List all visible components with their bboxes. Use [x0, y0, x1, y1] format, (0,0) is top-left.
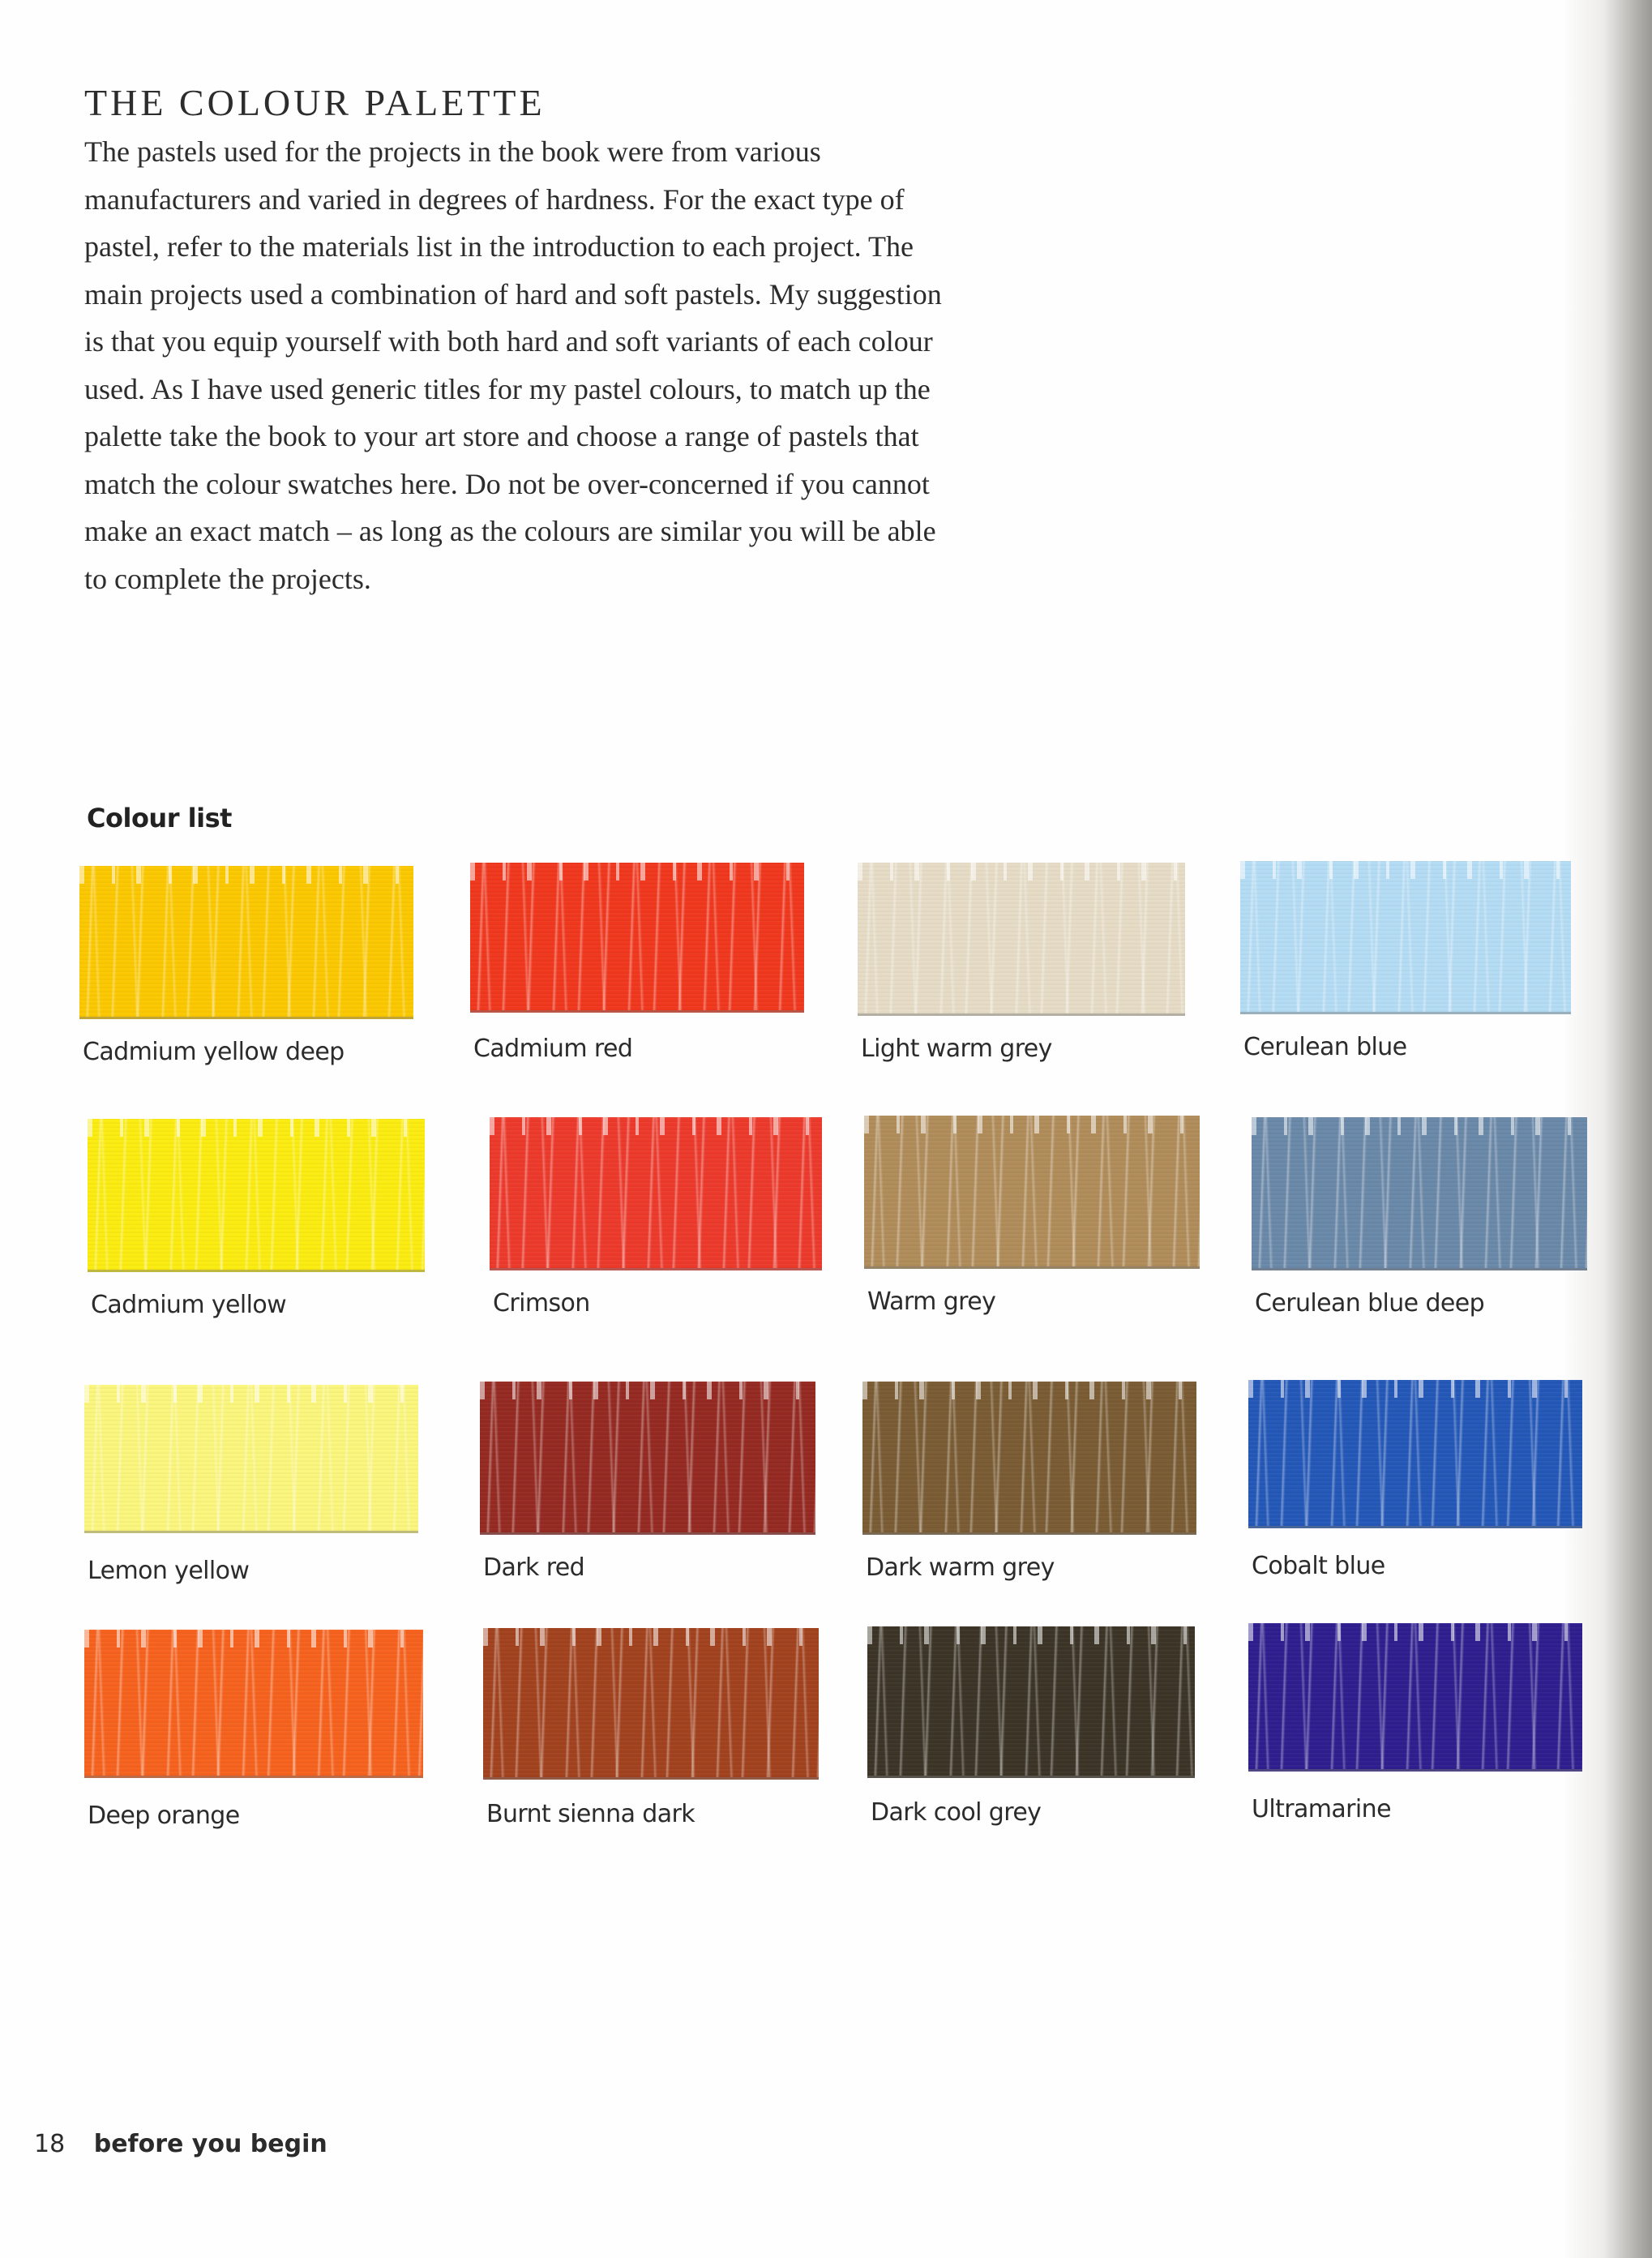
swatch-label: Cobalt blue	[1252, 1552, 1385, 1580]
swatch-label: Ultramarine	[1252, 1795, 1391, 1823]
page-footer	[34, 2130, 327, 2158]
swatch-label: Lemon yellow	[88, 1557, 250, 1585]
swatch-label: Light warm grey	[861, 1035, 1052, 1063]
swatch-label: Cadmium red	[473, 1035, 633, 1063]
intro-paragraph	[84, 128, 1089, 602]
swatch-label: Deep orange	[88, 1802, 240, 1830]
swatch-label: Cadmium yellow	[91, 1291, 287, 1319]
paragraph-line: main projects used a combination of hard and soft pastels. My suggestion	[84, 277, 942, 311]
swatch-label: Warm grey	[867, 1288, 996, 1316]
paragraph-line: manufacturers and varied in degrees of hardness. For the exact type of	[84, 182, 905, 216]
paragraph-line: match the colour swatches here. Do not be over-concerned if you cannot	[84, 467, 930, 500]
swatch-colour	[480, 1382, 815, 1535]
swatch-label: Dark cool grey	[871, 1798, 1042, 1827]
swatch-colour	[858, 863, 1185, 1016]
swatch-colour	[84, 1630, 423, 1778]
page-number: 18	[34, 2130, 66, 2158]
paragraph-line: is that you equip yourself with both hard and soft variants of each colour	[84, 325, 933, 358]
swatch-label: Burnt sienna dark	[486, 1800, 695, 1828]
swatch-colour	[867, 1626, 1195, 1778]
swatch-colour	[88, 1119, 425, 1272]
paragraph-line: used. As I have used generic titles for my pastel colours, to match up the	[84, 372, 931, 405]
swatch-colour	[862, 1382, 1196, 1535]
swatch-colour	[1240, 861, 1571, 1014]
paragraph-line: pastel, refer to the materials list in the introduction to each project. The	[84, 230, 914, 263]
paragraph-line: The pastels used for the projects in the book were from various	[84, 135, 821, 168]
swatch-colour	[1248, 1623, 1582, 1772]
paragraph-line: palette take the book to your art store and choose a range of pastels that	[84, 420, 919, 452]
swatch-colour	[470, 863, 804, 1013]
swatch-colour	[864, 1116, 1200, 1269]
swatch-label: Cadmium yellow deep	[83, 1038, 345, 1066]
paragraph-line: to complete the projects.	[84, 562, 371, 595]
swatch-label: Cerulean blue	[1243, 1033, 1407, 1061]
swatch-label: Dark red	[483, 1553, 585, 1582]
swatch-colour	[84, 1385, 418, 1533]
swatch-colour	[490, 1117, 822, 1270]
section-title: before you begin	[93, 2130, 327, 2158]
page-heading: THE COLOUR PALETTE	[84, 82, 546, 123]
swatch-colour	[1252, 1117, 1587, 1270]
colour-list-title: Colour list	[87, 803, 232, 833]
swatch-colour	[1248, 1380, 1582, 1528]
swatch-label: Cerulean blue deep	[1255, 1289, 1485, 1318]
paragraph-line: make an exact match – as long as the colours are similar you will be able	[84, 515, 936, 547]
swatch-colour	[79, 866, 413, 1019]
swatch-colour	[483, 1628, 819, 1780]
swatch-label: Crimson	[493, 1289, 590, 1318]
swatch-label: Dark warm grey	[866, 1553, 1055, 1582]
